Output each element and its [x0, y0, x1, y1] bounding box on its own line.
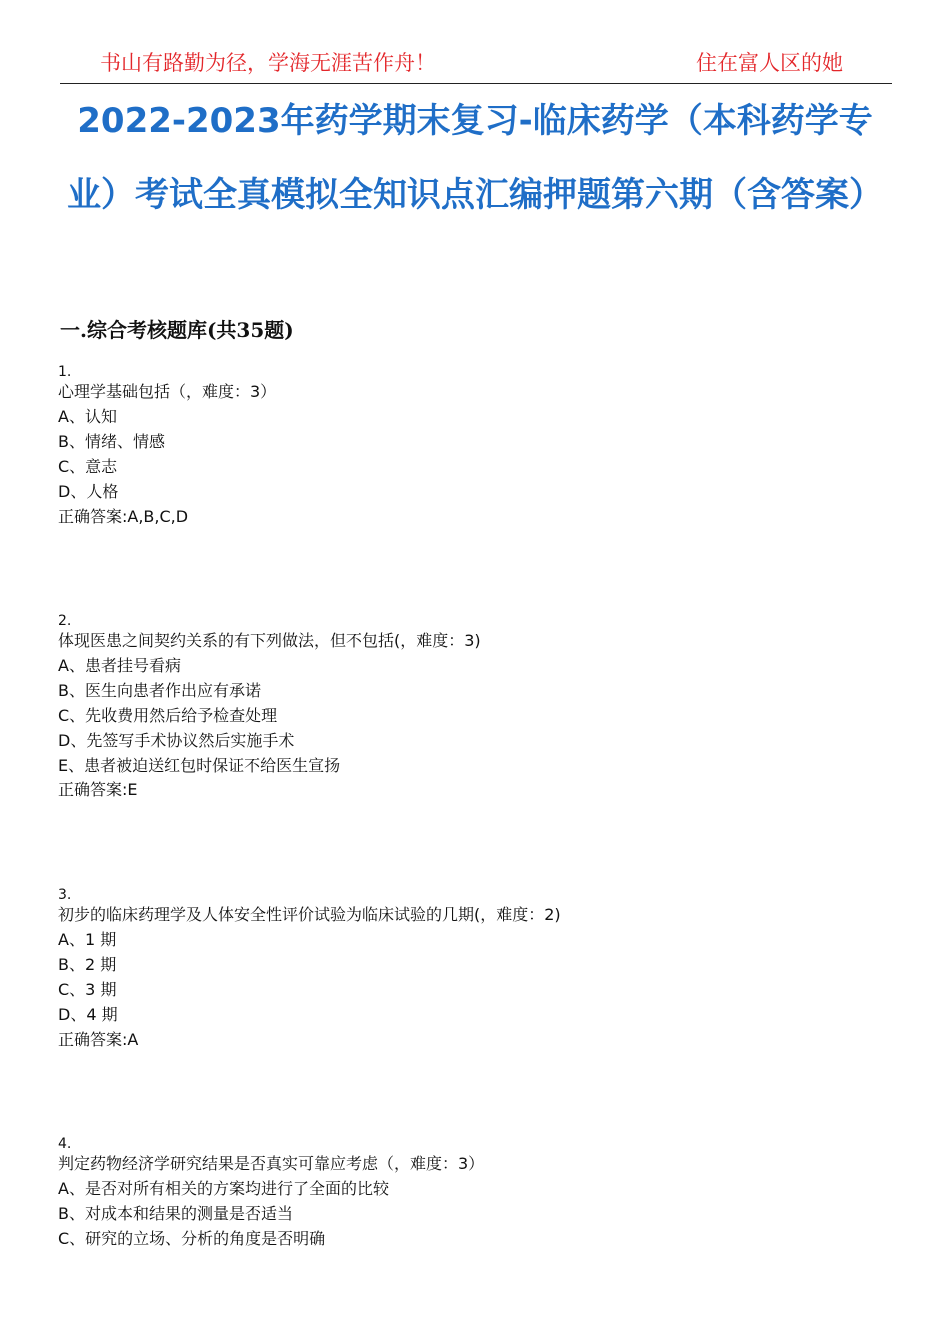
option-d: D、人格	[58, 481, 119, 501]
option-b: B、2 期	[58, 954, 117, 974]
correct-answer: 正确答案:E	[58, 780, 138, 800]
question-2	[58, 613, 481, 803]
option-b: B、情绪、情感	[58, 431, 165, 451]
option-c: C、意志	[58, 456, 118, 476]
question-stem: 初步的临床药理学及人体安全性评价试验为临床试验的几期(，难度：2)	[58, 905, 561, 924]
question-stem: 判定药物经济学研究结果是否真实可靠应考虑（，难度：3）	[58, 1154, 485, 1173]
correct-answer: 正确答案:A,B,C,D	[58, 506, 189, 526]
option-d: D、4 期	[58, 1004, 118, 1024]
option-a: A、认知	[58, 406, 117, 426]
option-e: E、患者被迫送红包时保证不给医生宣扬	[58, 755, 341, 775]
question-stem: 体现医患之间契约关系的有下列做法，但不包括(，难度：3)	[58, 631, 481, 650]
question-3	[58, 887, 561, 1052]
option-a: A、1 期	[58, 929, 117, 949]
option-a: A、患者挂号看病	[58, 655, 181, 675]
header-motto-right: 住在富人区的她	[696, 51, 843, 75]
question-stem: 心理学基础包括（，难度：3）	[58, 382, 277, 401]
header-motto-left: 书山有路勤为径，学海无涯苦作舟！	[100, 51, 436, 75]
correct-answer: 正确答案:A	[58, 1029, 139, 1049]
option-c: C、先收费用然后给予检查处理	[58, 705, 278, 725]
question-number: 2.	[58, 613, 72, 629]
section-title: 一.综合考核题库(共35题)	[60, 318, 294, 342]
question-number: 4.	[58, 1136, 72, 1152]
question-1	[58, 364, 276, 529]
question-4	[58, 1136, 484, 1252]
document-title: 2022-2023年药学期末复习-临床药学（本科药学专业）考试全真模拟全知识点汇编押题第六期（含答案）	[67, 101, 883, 215]
option-c: C、3 期	[58, 979, 117, 999]
option-a: A、是否对所有相关的方案均进行了全面的比较	[58, 1178, 389, 1198]
option-b: B、医生向患者作出应有承诺	[58, 680, 261, 700]
option-b: B、对成本和结果的测量是否适当	[58, 1203, 293, 1223]
option-d: D、先签写手术协议然后实施手术	[58, 730, 295, 750]
option-c: C、研究的立场、分析的角度是否明确	[58, 1228, 326, 1248]
question-number: 3.	[58, 887, 72, 903]
question-number: 1.	[58, 364, 72, 380]
